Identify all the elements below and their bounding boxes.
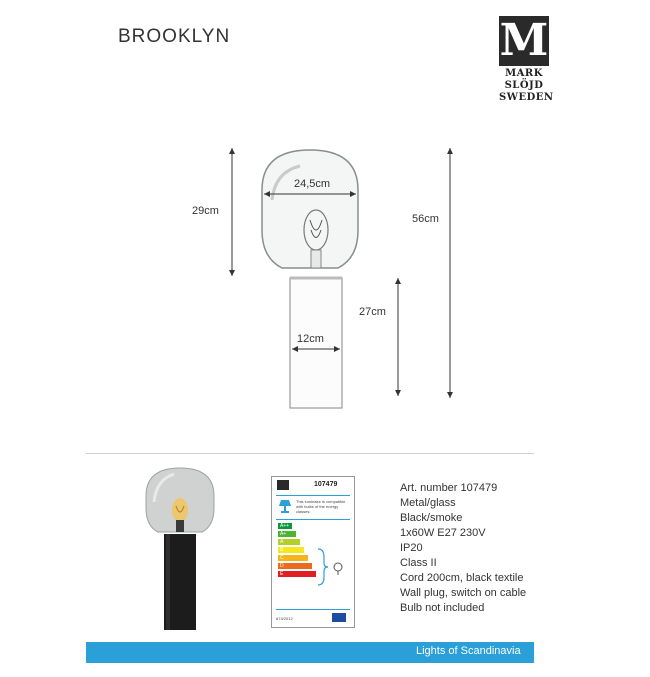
spec-line-7: Cord 200cm, black textile (400, 572, 524, 584)
energy-class-bar: A (278, 539, 300, 545)
spec-line-8: Wall plug, switch on cable (400, 587, 527, 599)
lamp-icon (278, 499, 292, 513)
energy-class-bar: B (278, 547, 304, 553)
bracket-bulb-icon (316, 547, 346, 587)
lamp-product-photo (130, 462, 230, 634)
dim-label-glass-height: 29cm (192, 205, 219, 217)
glass-shade-outline (262, 150, 358, 268)
energy-label (271, 476, 355, 628)
energy-class-bar: A++ (278, 523, 292, 529)
energy-label-art-number: 107479 (314, 481, 338, 488)
spec-line-6: Class II (400, 557, 437, 569)
spec-line-5: IP20 (400, 542, 423, 554)
footer-bar (86, 642, 534, 663)
logo-line-3: SWEDEN (499, 92, 554, 103)
spec-line-1: Art. number 107479 (400, 482, 498, 494)
energy-label-text: This luminaire is compatible with bulbs of the energy classes: (296, 499, 346, 514)
logo-letter: M (499, 15, 549, 66)
energy-class-bar: E (278, 571, 316, 577)
dim-label-glass-width: 24,5cm (294, 178, 331, 190)
spec-line-4: 1x60W E27 230V (400, 527, 486, 539)
spec-line-9: Bulb not included (400, 602, 485, 614)
bulb-socket (311, 250, 321, 268)
dim-label-total-height: 56cm (412, 213, 439, 225)
footer-text: Lights of Scandinavia (416, 645, 521, 657)
energy-class-bar: D (278, 563, 312, 569)
logo-line-1: MARK (505, 68, 543, 79)
section-divider (86, 453, 534, 454)
spec-line-2: Metal/glass (400, 497, 456, 509)
dim-label-base-height: 27cm (359, 306, 386, 318)
energy-label-logo-icon (277, 480, 289, 490)
energy-label-regulation: 874/2012 (276, 616, 293, 621)
spec-line-3: Black/smoke (400, 512, 463, 524)
eu-flag-icon (332, 613, 346, 622)
dim-label-base-width: 12cm (297, 333, 324, 345)
product-title: BROOKLYN (118, 26, 231, 47)
energy-class-bar: C (278, 555, 308, 561)
energy-class-bar: A+ (278, 531, 296, 537)
logo-line-2: SLÖJD (504, 80, 544, 91)
